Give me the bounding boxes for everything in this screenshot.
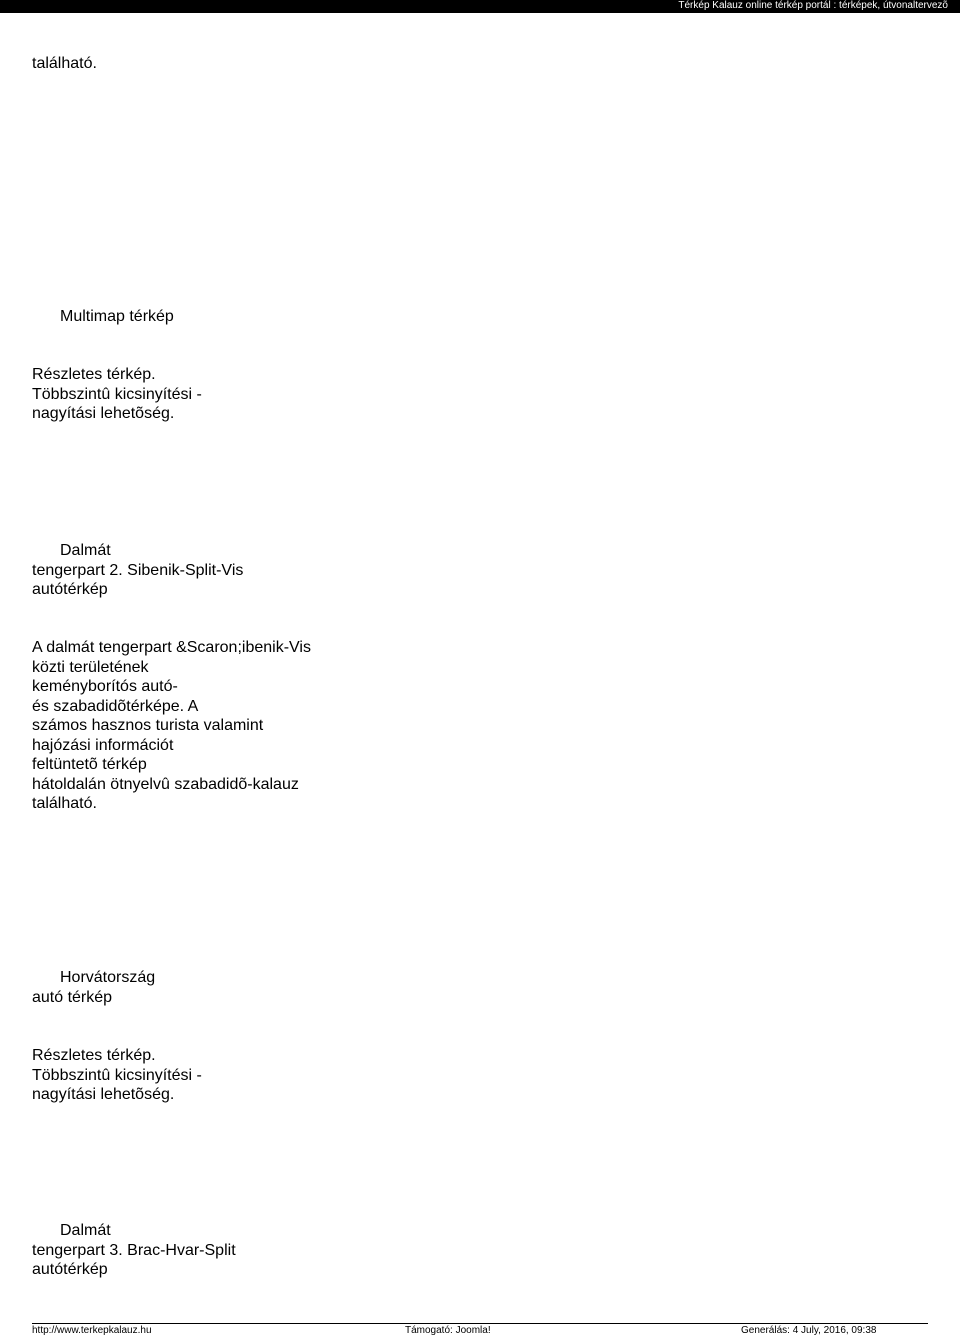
description-line: számos hasznos turista valamint: [32, 717, 264, 734]
footer-support-text: Támogató: Joomla!: [405, 1325, 491, 1336]
description-line: hajózási információt: [32, 736, 174, 754]
section3-title[interactable]: [32, 968, 155, 1007]
footer-divider: [32, 1323, 928, 1324]
description-line: közti területének: [32, 658, 149, 676]
footer-url-link[interactable]: http://www.terkepkalauz.hu: [32, 1325, 152, 1336]
title-line[interactable]: tengerpart 2. Sibenik-Split-Vis: [32, 561, 244, 579]
section2-title[interactable]: [32, 541, 243, 600]
title-line[interactable]: tengerpart 3. Brac-Hvar-Split: [32, 1241, 236, 1259]
description-line: hátoldalán ötnyelvû szabadidõ-kalauz: [32, 775, 299, 793]
title-line[interactable]: autó térkép: [32, 988, 113, 1006]
description-line: és szabadidõtérképe. A: [32, 697, 199, 715]
section2-description: [32, 638, 311, 814]
description-line: feltüntetõ térkép: [32, 756, 147, 773]
title-line[interactable]: Dalmát: [60, 542, 111, 559]
description-line: nagyítási lehetõség.: [32, 1086, 175, 1103]
title-line[interactable]: Dalmát: [60, 1222, 111, 1239]
section1-title[interactable]: Multimap térkép: [60, 308, 174, 325]
description-line: Részletes térkép.: [32, 366, 156, 383]
section3-description: [32, 1046, 202, 1105]
footer-generated-text: Generálás: 4 July, 2016, 09:38: [741, 1325, 877, 1336]
description-line: Részletes térkép.: [32, 1047, 156, 1064]
section1-description: [32, 365, 202, 424]
header-title: Térkép Kalauz online térkép portál : térképek, útvonaltervezõ: [678, 0, 948, 11]
description-line: nagyítási lehetõség.: [32, 405, 175, 422]
title-line[interactable]: autótérkép: [32, 1261, 108, 1278]
description-line: A dalmát tengerpart &Scaron;ibenik-Vis: [32, 639, 311, 656]
section4-title[interactable]: [32, 1221, 236, 1280]
description-line: Többszintû kicsinyítési -: [32, 385, 202, 403]
description-line: Többszintû kicsinyítési -: [32, 1066, 202, 1084]
intro-tail-text: található.: [32, 55, 97, 72]
description-line: található.: [32, 795, 97, 812]
title-line[interactable]: autótérkép: [32, 581, 108, 598]
header-bar: [0, 0, 960, 13]
title-line[interactable]: Horvátország: [60, 969, 156, 986]
description-line: keményborítós autó-: [32, 678, 178, 695]
